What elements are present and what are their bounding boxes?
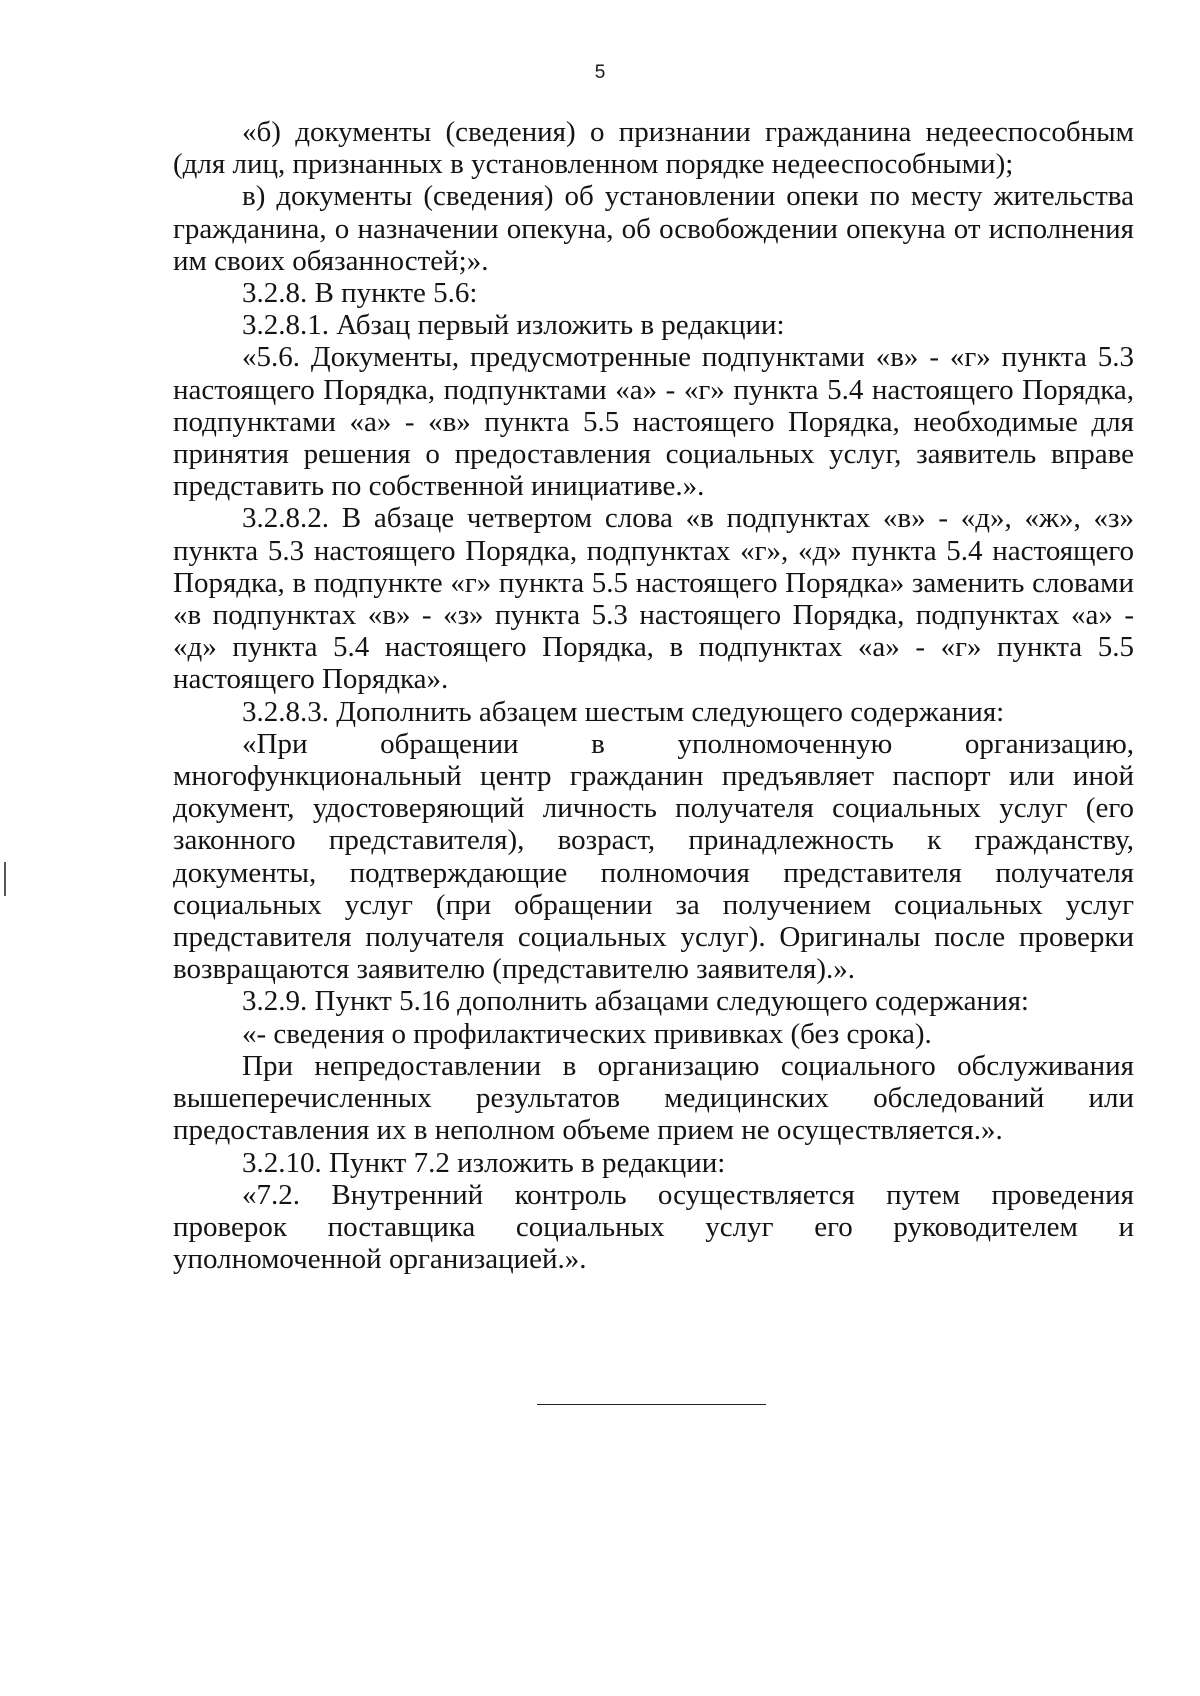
paragraph-3-2-8-2: 3.2.8.2. В абзаце четвертом слова «в подпунктах «в» - «д», «ж», «з» пункта 5.3 настоящего Порядка, подпунктах «г», «д» пункта 5.4 настоящего Порядка, в подпункте «г» пункта 5.5 настоящего Порядка» заменить словами «в подпунктах «в» - «з» пункта 5.3 настоящего Порядка, подпунктах «а» - «д» пункта 5.4 настоящего Порядка, в подпунктах «а» - «г» пункта 5.5 настоящего Порядка». [173, 502, 1134, 696]
end-of-text-rule [537, 1404, 766, 1405]
paragraph-incapacity-documents: «б) документы (сведения) о признании гражданина недееспособным (для лиц, признанных в установленном порядке недееспособными); [173, 116, 1134, 181]
paragraph-3-2-8-3: 3.2.8.3. Дополнить абзацем шестым следующего содержания: [242, 695, 1005, 728]
paragraph-3-2-10: 3.2.10. Пункт 7.2 изложить в редакции: [242, 1146, 726, 1179]
paragraph-passport-requirement: «При обращении в уполномоченную организацию, многофункциональный центр гражданин предъявляет паспорт или иной документ, удостоверяющий личность получателя социальных услуг (его законного представителя), возраст, принадлежность к гражданству, документы, подтверждающие полномочия представителя получателя социальных услуг (при обращении за получением социальных услуг представителя получателя социальных услуг). Оригиналы после проверки возвращаются заявителю (представителю заявителя).». [173, 727, 1134, 986]
page-number: 5 [594, 62, 606, 83]
scan-margin-mark [4, 862, 6, 896]
document-body [173, 116, 1134, 1275]
paragraph-guardianship-documents: в) документы (сведения) об установлении опеки по месту жительства гражданина, о назначении опекуна, об освобождении опекуна от исполнения им своих обязанностей;». [173, 180, 1134, 277]
paragraph-3-2-9: 3.2.9. Пункт 5.16 дополнить абзацами следующего содержания: [242, 985, 1029, 1018]
paragraph-non-submission: При непредоставлении в организацию социального обслуживания вышеперечисленных результатов медицинских обследований или предоставления их в неполном объеме прием не осуществляется.». [173, 1049, 1134, 1147]
paragraph-vaccination-info: «- сведения о профилактических прививках (без срока). [242, 1017, 932, 1050]
paragraph-5-6-text: «5.6. Документы, предусмотренные подпунктами «в» - «г» пункта 5.3 настоящего Порядка, подпунктами «а» - «г» пункта 5.4 настоящего Порядка, подпунктами «а» - «в» пункта 5.5 настоящего Порядка, необходимые для принятия решения о предоставления социальных услуг, заявитель вправе представить по собственной инициативе.». [173, 341, 1134, 503]
paragraph-3-2-8: 3.2.8. В пункте 5.6: [242, 277, 478, 310]
paragraph-3-2-8-1: 3.2.8.1. Абзац первый изложить в редакции: [242, 309, 785, 342]
paragraph-7-2-text: «7.2. Внутренний контроль осуществляется путем проведения проверок поставщика социальных услуг его руководителем и уполномоченной организацией.». [173, 1178, 1134, 1276]
